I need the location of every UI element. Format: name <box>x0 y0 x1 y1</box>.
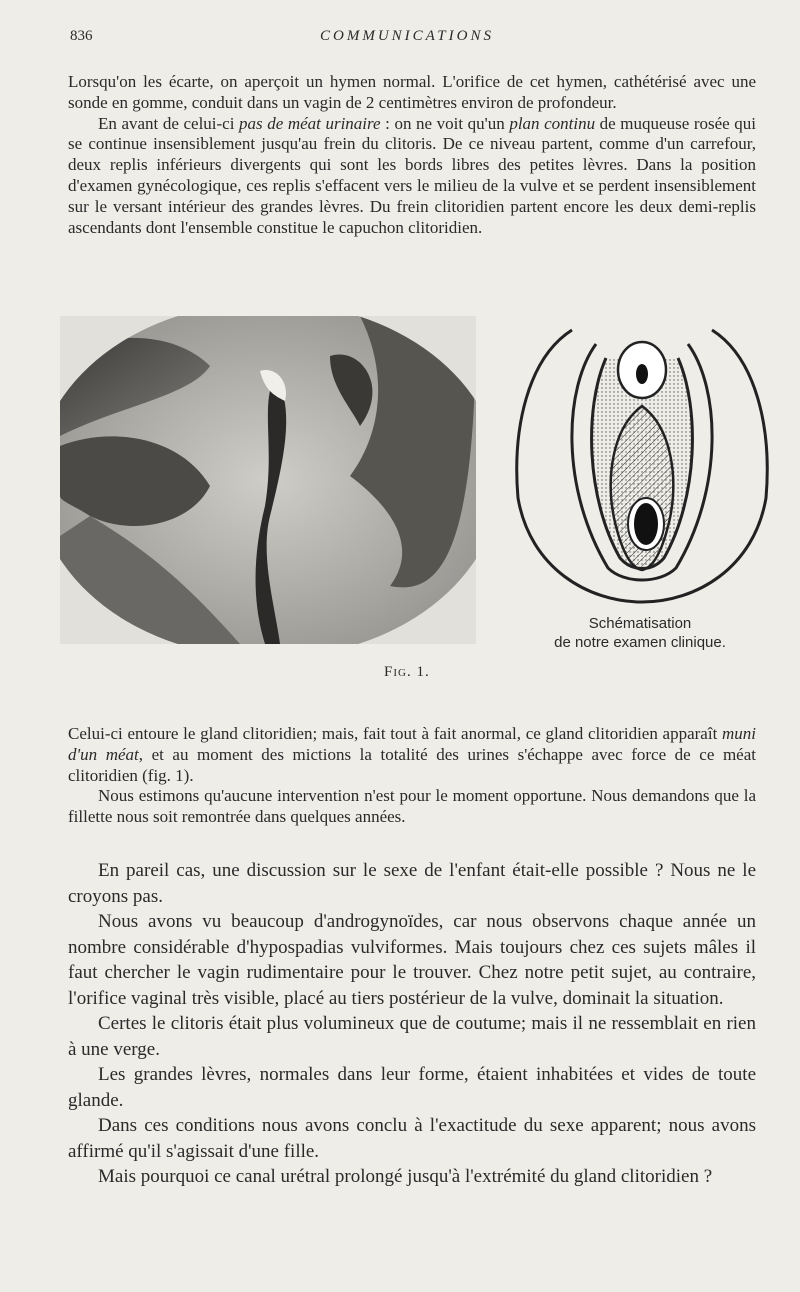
paragraph-9: Dans ces conditions nous avons conclu à l'exactitude du sexe apparent; nous avons affirmé qu'il s'agissait d'une fille. <box>68 1115 756 1162</box>
paragraph-5: En pareil cas, une discussion sur le sexe de l'enfant était-elle possible ? Nous ne le croyons pas. <box>68 860 756 907</box>
paragraph-1: Lorsqu'on les écarte, on aperçoit un hymen normal. L'orifice de cet hymen, cathétérisé avec une sonde en gomme, conduit dans un vagin de 2 centimètres environ de profondeur. <box>68 72 756 112</box>
paragraph-8: Les grandes lèvres, normales dans leur forme, étaient inhabitées et vides de toute glande. <box>68 1064 756 1111</box>
vaginal-orifice <box>634 503 658 545</box>
page-header <box>70 28 760 52</box>
paragraph-4: Nous estimons qu'aucune intervention n'est pour le moment opportune. Nous demandons que la fillette nous soit remontrée dans quelques années. <box>68 786 756 827</box>
top-text <box>68 72 756 238</box>
photo-illustration <box>60 316 476 644</box>
emphasis-pas-de-meat: pas de méat urinaire <box>239 113 381 133</box>
running-title: COMMUNICATIONS <box>320 28 494 44</box>
paragraph-7: Certes le clitoris était plus volumineux que de coutume; mais il ne ressemblait en rien à une verge. <box>68 1013 756 1060</box>
clinical-photograph <box>60 316 476 644</box>
emphasis-muni-meat: muni d'un méat <box>68 724 756 764</box>
figure-label: Fig. 1. <box>384 664 430 680</box>
schematic-diagram <box>508 318 776 608</box>
middle-text <box>68 724 756 828</box>
bottom-text <box>68 858 756 1190</box>
paragraph-2: En avant de celui-ci pas de méat urinaire : on ne voit qu'un plan continu de muqueuse rosée qui se continue insensiblement jusqu'au frein du clitoris. De ce niveau partent, comme d'un carrefour, deux replis inférieurs divergents qui sont les bords libres des petites lèvres. Dans la position d'examen gynécologique, ces replis s'effacent vers le milieu de la vulve et se perdent insensiblement sur le versant intérieur des grandes lèvres. Du frein clitoridien partent encore les deux demi-replis ascendants dont l'ensemble constitue le capuchon clitoridien. <box>68 113 756 237</box>
page-number: 836 <box>70 28 93 44</box>
paragraph-10: Mais pourquoi ce canal urétral prolongé jusqu'à l'extrémité du gland clitoridien ? <box>98 1166 713 1187</box>
paragraph-3: Celui-ci entoure le gland clitoridien; mais, fait tout à fait anormal, ce gland clitoridien apparaît muni d'un méat, et au moment des mictions la totalité des urines s'échappe avec force de ce méat clitoridien (fig. 1). <box>68 724 756 785</box>
schema-caption: Schématisation de notre examen clinique. <box>554 615 726 651</box>
emphasis-plan-continu: plan continu <box>509 113 596 133</box>
paragraph-6: Nous avons vu beaucoup d'androgynoïdes, car nous observons chaque année un nombre considérable d'hypospadias vulviformes. Mais toujours chez ces sujets mâles il faut chercher le vagin rudimentaire pour le trouver. Chez notre petit sujet, au contraire, l'orifice vaginal très visible, placé au tiers postérieur de la vulve, dominait la situation. <box>68 911 756 1009</box>
clitoral-meatus <box>636 364 648 384</box>
